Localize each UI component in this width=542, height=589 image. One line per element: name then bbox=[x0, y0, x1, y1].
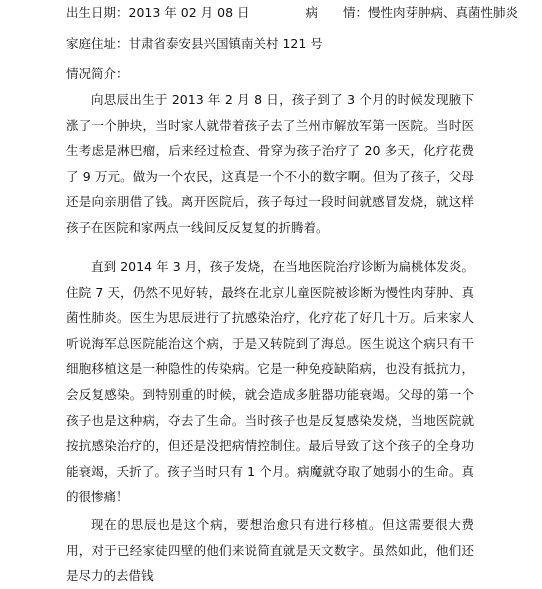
birth-date-text: 出生日期：2013 年 02 月 08 日 bbox=[66, 5, 250, 20]
intro-heading: 情况简介： bbox=[66, 66, 129, 81]
disease-text: 病 情：慢性肉芽肿病、真菌性肺炎 bbox=[305, 5, 518, 20]
address-text: 家庭住址：甘肃省泰安县兴国镇南关村 121 号 bbox=[66, 36, 323, 51]
paragraph-1: 向思辰出生于 2013 年 2 月 8 日，孩子到了 3 个月的时候发现腋下涨了一个肿块，当时家人就带着孩子去了兰州市解放军第一医院。当时医生考虑是淋巴瘤，后来经过检查、骨穿为孩子治疗了 20 多天，化疗花费了 9 万元。做为一个农民，这真是一个不小的数字啊。但为了孩子，父母还是向亲朋借了钱。离开医院后，孩子每过一段时间就感冒发烧，就这样孩子在医院和家两点一线间反反复复的折腾着。 bbox=[66, 92, 474, 235]
paragraph-2: 直到 2014 年 3 月，孩子发烧，在当地医院治疗诊断为扁桃体发炎。住院 7 天，仍然不见好转，最终在北京儿童医院被诊断为慢性肉芽肿、真菌性肺炎。医生为思辰进行了抗感染治疗，化疗花了好几十万。后来家人听说海军总医院能治这个病，于是又转院到了海总。医生说这个病只有干细胞移植这是一种隐性的传染病。它是一种免疫缺陷病，也没有抵抗力，会反复感染。到特别重的时候，就会造成多脏器功能衰竭。父母的第一个孩子也是这种病，夺去了生命。当时孩子也是反复感染发烧，当地医院就按抗感染治疗的，但还是没把病情控制住。最后导致了这个孩子的全身功能衰竭，夭折了。孩子当时只有 1 个月。病魔就夺取了她弱小的生命。真的很惨痛！ bbox=[66, 259, 474, 505]
info-row-birth-disease bbox=[66, 5, 518, 21]
paragraph-3: 现在的思辰也是这个病，要想治愈只有进行移植。但这需要很大费用，对于已经家徒四壁的他们来说简直就是天文数字。虽然如此，他们还是尽力的去借钱 bbox=[66, 517, 474, 584]
